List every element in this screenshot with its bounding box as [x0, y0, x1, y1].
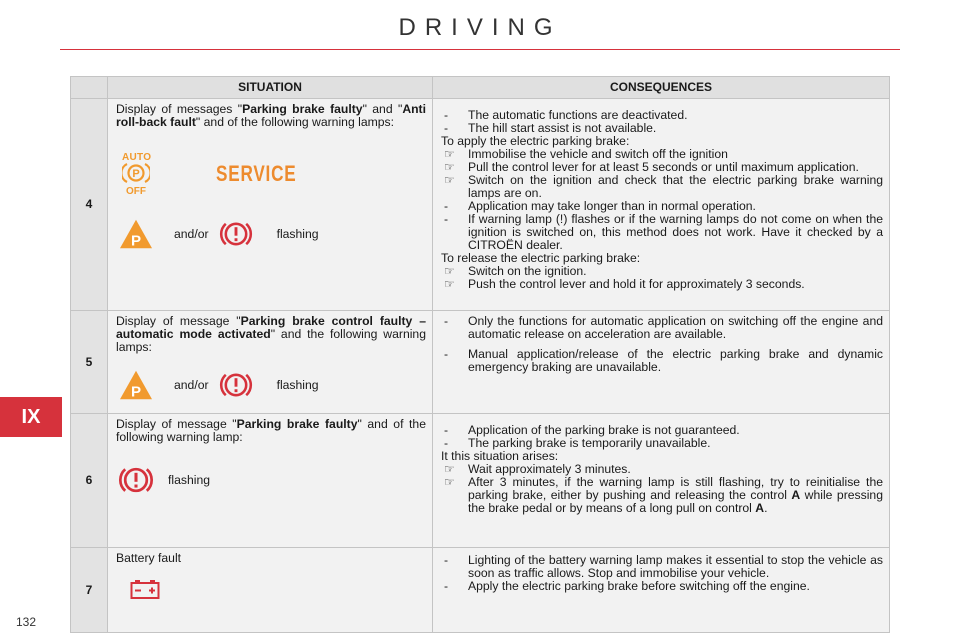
icon-row — [118, 462, 426, 498]
svg-text:P: P — [132, 168, 140, 180]
row-number: 4 — [71, 99, 108, 311]
battery-icon — [130, 579, 426, 602]
header-situation: SITUATION — [108, 77, 433, 99]
consequences-cell — [433, 548, 890, 633]
table-row — [71, 99, 890, 311]
list-item: - Application of the parking brake is not guaranteed. — [444, 423, 740, 437]
situation-text: Battery fault — [116, 551, 182, 565]
flashing-label: flashing — [168, 472, 211, 487]
list-item: ☞ After 3 minutes, if the warning lamp is still flashing, try to reinitialise the parking brake, either by pushing and releasing the control A while pressing the brake pedal or by means of a long pull on control A. — [444, 475, 883, 515]
list-item: ☞ Switch on the ignition. — [444, 264, 587, 278]
page-title: DRIVING — [398, 14, 562, 41]
situation-text: Display of message "Parking brake control faulty – automatic mode activated" and the following warning lamps: — [116, 314, 427, 354]
flashing-label: flashing — [276, 377, 319, 392]
situation-cell — [108, 99, 433, 311]
auto-parking-icon: AUTO P OFF — [122, 152, 152, 197]
title-divider — [60, 49, 900, 50]
fault-table — [70, 76, 890, 633]
situation-cell — [108, 414, 433, 548]
service-icon: SERVICE — [216, 160, 297, 186]
list-item: ☞ Pull the control lever for at least 5 seconds or until maximum application. — [444, 160, 859, 174]
flashing-label: flashing — [276, 226, 319, 241]
list-heading: To release the electric parking brake: — [441, 251, 641, 265]
consequences-cell — [433, 414, 890, 548]
red-brake-warning-icon — [219, 368, 253, 402]
page-number: 132 — [16, 615, 37, 629]
header-num-cell — [71, 77, 108, 99]
andor-label: and/or — [174, 226, 209, 241]
red-brake-warning-icon — [219, 217, 253, 251]
orange-parking-warning-icon — [118, 218, 154, 250]
row-number: 6 — [71, 414, 108, 548]
list-item: ☞ Wait approximately 3 minutes. — [444, 462, 631, 476]
list-item: - Only the functions for automatic application on switching off the engine and automatic release on acceleration are available. — [444, 314, 883, 341]
icon-row — [118, 217, 426, 251]
situation-cell — [108, 311, 433, 414]
andor-label: and/or — [174, 377, 209, 392]
red-brake-warning-icon — [118, 462, 154, 498]
orange-parking-warning-icon — [118, 369, 154, 401]
situation-text: Display of messages "Parking brake faulty" and "Anti roll-back fault" and of the following warning lamps: — [116, 102, 427, 129]
list-item: ☞ Push the control lever and hold it for approximately 3 seconds. — [444, 277, 805, 291]
list-heading: To apply the electric parking brake: — [441, 134, 630, 148]
list-item: ☞ Immobilise the vehicle and switch off the ignition — [444, 147, 728, 161]
table-row — [71, 548, 890, 633]
situation-text: Display of message "Parking brake faulty" and of the following warning lamp: — [116, 417, 426, 444]
chapter-tab: IX — [0, 397, 62, 437]
list-item: - Manual application/release of the electric parking brake and dynamic emergency braking are unavailable. — [444, 347, 883, 374]
list-item: - Apply the electric parking brake before switching off the engine. — [444, 579, 810, 593]
list-item: - If warning lamp (!) flashes or if the warning lamps do not come on when the ignition is switched on, this method does not work. Have it checked by a CITROËN dealer. — [444, 212, 883, 252]
consequences-cell — [433, 311, 890, 414]
header-consequences: CONSEQUENCES — [433, 77, 890, 99]
table-row — [71, 311, 890, 414]
list-heading: It this situation arises: — [441, 449, 559, 463]
table-row — [71, 414, 890, 548]
situation-cell — [108, 548, 433, 633]
row-number: 7 — [71, 548, 108, 633]
table-header-row — [71, 77, 890, 99]
list-item: - The parking brake is temporarily unavailable. — [444, 436, 711, 450]
icon-row — [118, 368, 426, 402]
icon-row — [118, 151, 426, 195]
list-item: - The automatic functions are deactivated. — [444, 108, 688, 122]
list-item: ☞ Switch on the ignition and check that the electric parking brake warning lamps are on. — [444, 173, 883, 200]
list-item: - The hill start assist is not available. — [444, 121, 657, 135]
list-item: - Lighting of the battery warning lamp makes it essential to stop the vehicle as soon as traffic allows. Stop and immobilise your vehicle. — [444, 553, 883, 580]
list-item: - Application may take longer than in normal operation. — [444, 199, 756, 213]
row-number: 5 — [71, 311, 108, 414]
consequences-cell — [433, 99, 890, 311]
